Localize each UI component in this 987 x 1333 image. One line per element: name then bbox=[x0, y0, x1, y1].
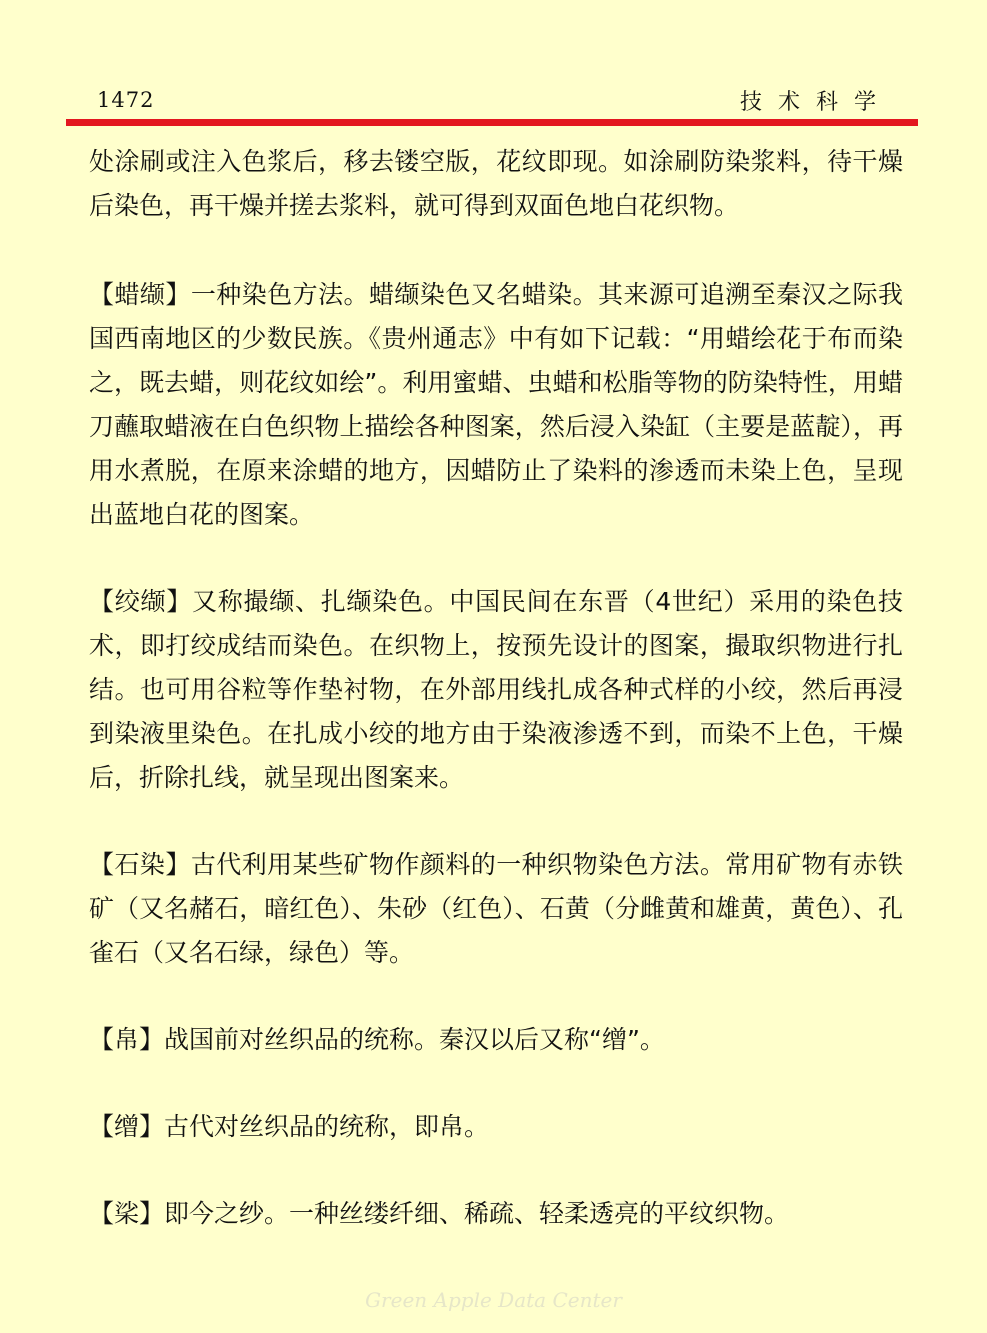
watermark: Green Apple Data Center bbox=[365, 1288, 622, 1312]
entry-term: 【石染】 bbox=[89, 850, 191, 879]
entry-term: 【桬】 bbox=[89, 1199, 165, 1228]
entry-text: 战国前对丝织品的统称。秦汉以后又称“缯”。 bbox=[164, 1025, 665, 1054]
entry-text: 古代利用某些矿物作颜料的一种织物染色方法。常用矿物有赤铁矿（又名赭石，暗红色）、朱砂（红色）、石黄（分雌黄和雄黄，黄色）、孔雀石（又名石绿，绿色）等。 bbox=[89, 850, 903, 967]
entry-sha bbox=[89, 1192, 903, 1236]
entry-term: 【帛】 bbox=[89, 1025, 165, 1054]
page-number: 1472 bbox=[97, 88, 155, 112]
entry-zeng bbox=[89, 1105, 903, 1149]
entry-laxie bbox=[89, 273, 903, 537]
entry-text: 处涂刷或注入色浆后，移去镂空版，花纹即现。如涂刷防染浆料，待干燥后染色，再干燥并搓去浆料，就可得到双面色地白花织物。 bbox=[89, 147, 903, 220]
entry-text: 又称撮缬、扎缬染色。中国民间在东晋（4世纪）采用的染色技术，即打绞成结而染色。在织物上，按预先设计的图案，撮取织物进行扎结。也可用谷粒等作垫衬物，在外部用线扎成各种式样的小绞，然后再浸到染液里染色。在扎成小绞的地方由于染液渗透不到，而染不上色，干燥后，折除扎线，就呈现出图案来。 bbox=[89, 587, 903, 792]
entry-jiaoxie bbox=[89, 580, 903, 800]
entry-text: 即今之纱。一种丝缕纤细、稀疏、轻柔透亮的平纹织物。 bbox=[164, 1199, 790, 1228]
dictionary-content bbox=[89, 140, 903, 1279]
entry-shiran bbox=[89, 843, 903, 975]
entry-text: 古代对丝织品的统称，即帛。 bbox=[164, 1112, 490, 1141]
entry-term: 【缯】 bbox=[89, 1112, 165, 1141]
entry-term: 【绞缬】 bbox=[89, 587, 192, 616]
entry-bo bbox=[89, 1018, 903, 1062]
running-head: 技术科学 bbox=[739, 90, 892, 115]
entry-continuation bbox=[89, 140, 903, 228]
header-rule bbox=[66, 119, 918, 126]
entry-term: 【蜡缬】 bbox=[89, 280, 191, 309]
entry-text: 一种染色方法。蜡缬染色又名蜡染。其来源可追溯至秦汉之际我国西南地区的少数民族。《贵州通志》中有如下记载：“用蜡绘花于布而染之，既去蜡，则花纹如绘”。利用蜜蜡、虫蜡和松脂等物的防染特性，用蜡刀蘸取蜡液在白色织物上描绘各种图案，然后浸入染缸（主要是蓝靛），再用水煮脱，在原来涂蜡的地方，因蜡防止了染料的渗透而未染上色，呈现出蓝地白花的图案。 bbox=[89, 280, 903, 529]
